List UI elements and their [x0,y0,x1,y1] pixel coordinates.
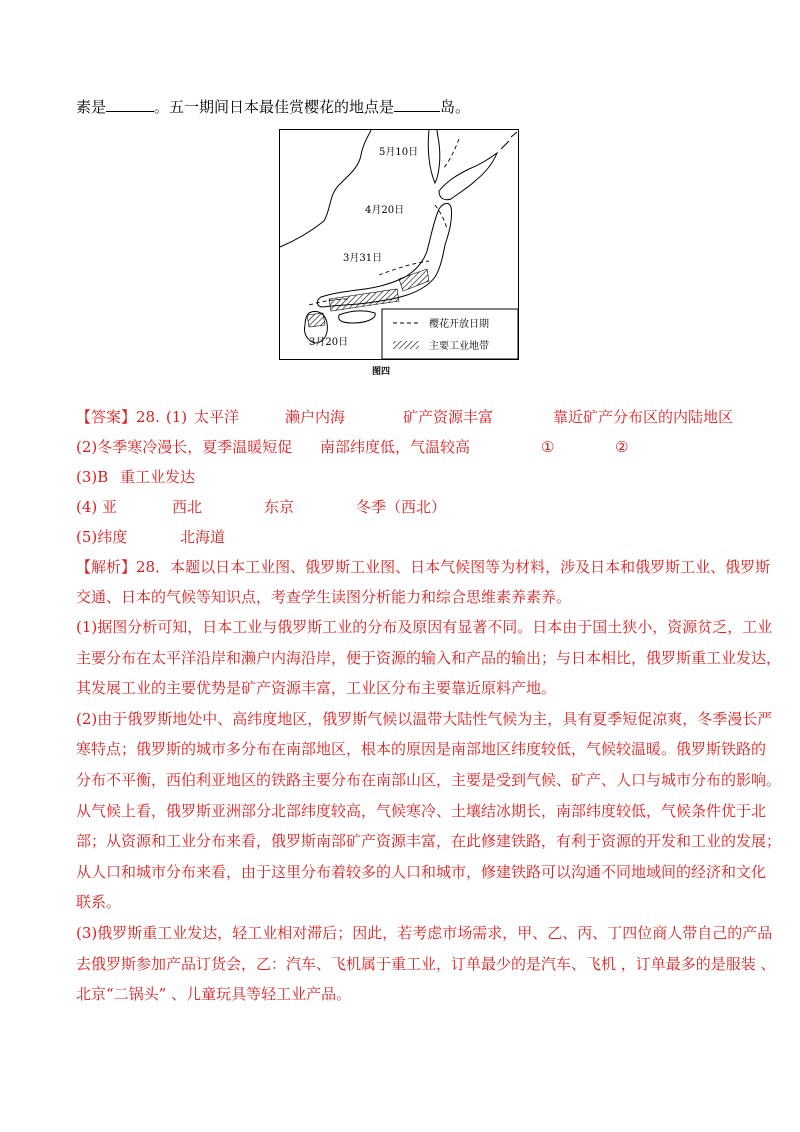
analysis-line: 主要分布在太平洋沿岸和濑户内海沿岸，便于资源的输入和产品的输出；与日本相比，俄罗斯重工业发达， [76,649,782,667]
answer-q4-item-3: 东京 [264,498,295,516]
answer-q3-item-1: (3)B [76,468,109,486]
analysis-line: 从人口和城市分布来看，由于这里分布着较多的人口和城市，修建铁路可以沟通不同地域间的经济和文化 [76,863,767,881]
date-label-0331: 3月31日 [343,253,383,264]
date-label-0420: 4月20日 [365,205,405,216]
answer-blank-1 [106,97,154,112]
analysis-line: (3)俄罗斯重工业发达，轻工业相对滞后；因此，若考虑市场需求，甲、乙、丙、丁四位商人带自己的产品 [76,924,773,942]
legend-dashed-label: 樱花开放日期 [429,319,489,330]
answer-q3-item-2: 重工业发达 [120,468,196,486]
analysis-line: 【解析】28．本题以日本工业图、俄罗斯工业图、日本气候图等为材料，涉及日本和俄罗斯工业、俄罗斯 [76,558,771,576]
answer-q2-item-2: 南部纬度低，气温较高 [320,438,471,456]
map-caption: 图四 [372,367,391,377]
analysis-line: 交通、日本的气候等知识点，考查学生读图分析能力和综合思维素养素养。 [76,588,572,606]
answer-q5-item-2: 北海道 [180,528,226,546]
answer-number: 28. [136,408,160,426]
answer-q4-item-1: (4) 亚 [76,498,118,516]
answer-q4-item-4: 冬季（西北） [356,498,447,516]
date-label-0510: 5月10日 [379,147,419,158]
analysis-line: 北京“二锅头” 、儿童玩具等轻工业产品。 [76,985,352,1003]
analysis-line: (2)由于俄罗斯地处中、高纬度地区，俄罗斯气候以温带大陆性气候为主，具有夏季短促凉爽，冬季漫长严 [76,710,773,728]
analysis-line: 寒特点；俄罗斯的城市多分布在南部地区，根本的原因是南部地区纬度较低，气候较温暖。俄罗斯铁路的 [76,740,767,758]
answer-q4-item-2: 西北 [172,498,203,516]
answer-blank-2 [394,97,440,112]
question-line [76,97,470,117]
analysis-line: (1)据图分析可知，日本工业与俄罗斯工业的分布及原因有显著不同。日本由于国土狭小，资源贫乏，工业 [76,618,773,636]
answer-q1-item-1: 太平洋 [194,408,240,426]
legend-hatched-label: 主要工业地带 [429,341,489,352]
answer-q1-item-3: 矿产资源丰富 [403,408,494,426]
question-text-2: 。五一期间日本最佳赏樱花的地点是 [154,98,395,116]
japan-sakura-map [279,129,519,360]
analysis-line: 分布不平衡，西伯利亚地区的铁路主要分布在南部山区，主要是受到气候、矿产、人口与城市分布的影响。 [76,771,782,789]
question-text-1: 素是 [76,98,107,116]
answer-q2-item-3: ① [541,438,555,456]
answer-q1-label: (1) [165,408,188,426]
legend-hatched-symbol [393,341,419,349]
answer-line-1 [76,407,187,427]
analysis-line: 从气候上看，俄罗斯亚洲部分北部纬度较高，气候寒冷、土壤结冰期长，南部纬度较低，气候条件优于北 [76,802,767,820]
analysis-line: 联系。 [76,893,122,911]
date-label-0320: 3月20日 [309,337,349,348]
analysis-line: 去俄罗斯参加产品订货会，乙：汽车、飞机属于重工业，订单最少的是汽车、飞机 ，订单最多的是服装 、 [76,955,776,973]
industrial-belt-kyushu [307,313,325,327]
analysis-line: 其发展工业的主要优势是矿产资源丰富，工业区分布主要靠近原料产地。 [76,679,557,697]
analysis-line: 部；从资源和工业分布来看，俄罗斯南部矿产资源丰富，在此修建铁路，有利于资源的开发和工业的发展； [76,832,782,850]
answer-tag: 【答案】 [76,408,137,426]
question-text-3: 岛。 [440,98,471,116]
answer-q2-item-1: (2)冬季寒冷漫长，夏季温暖短促 [76,438,293,456]
answer-q1-item-2: 濑户内海 [285,408,346,426]
answer-q5-item-1: (5)纬度 [76,528,128,546]
answer-q2-item-4: ② [615,438,629,456]
answer-q1-item-4: 靠近矿产分布区的内陆地区 [553,408,734,426]
